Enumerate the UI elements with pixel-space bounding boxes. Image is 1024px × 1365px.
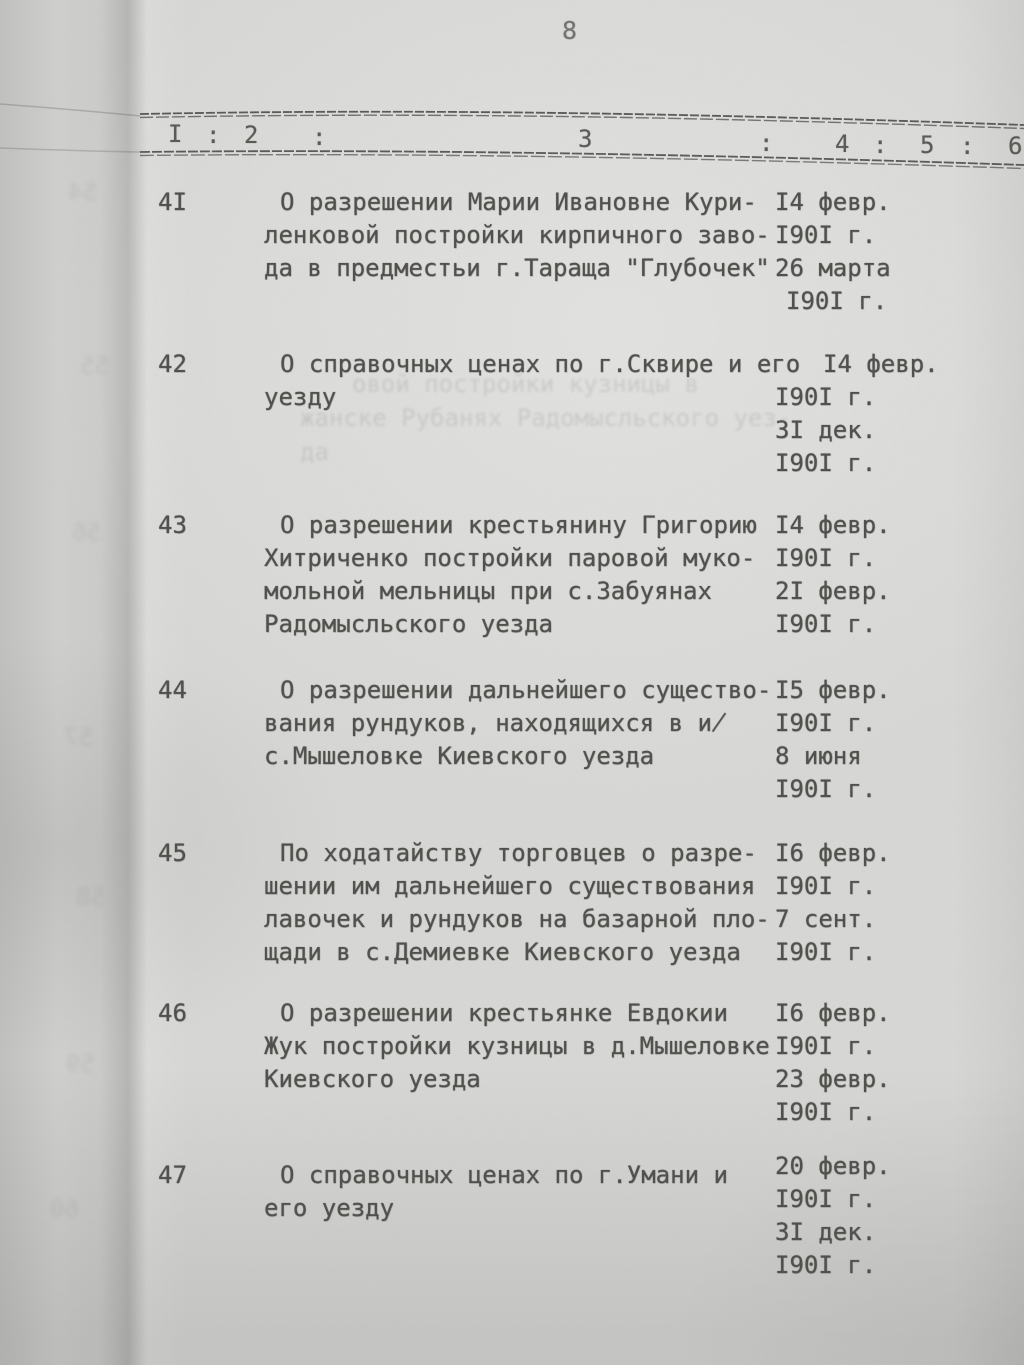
date-line: 20 февр. xyxy=(775,1152,891,1180)
margin-ghost-number: 58 xyxy=(76,883,105,911)
entry-number: 46 xyxy=(158,999,187,1027)
margin-ghost-number: 57 xyxy=(64,723,93,751)
description-line: лавочек и рундуков на базарной пло- xyxy=(264,905,770,933)
date-line: 3I дек. xyxy=(775,1218,877,1246)
margin-ghost-number: 59 xyxy=(66,1050,95,1078)
entry-description xyxy=(264,837,776,969)
description-line: О разрешении дальнейшего существо- xyxy=(280,676,772,704)
entry-number: 43 xyxy=(158,511,187,539)
entry-dates xyxy=(775,1150,1015,1282)
column-separator: : xyxy=(960,132,975,160)
description-line: По ходатайству торговцев о разре- xyxy=(280,839,757,867)
entry-description xyxy=(264,997,776,1096)
description-line: ленковой постройки кирпичного заво- xyxy=(264,221,770,249)
date-line: I90I г. xyxy=(775,449,877,477)
date-line: 23 февр. xyxy=(775,1065,891,1093)
date-line: I4 февр. xyxy=(775,188,891,216)
entry-number: 42 xyxy=(158,350,187,378)
description-line: О разрешении крестьянке Евдокии xyxy=(280,999,728,1027)
margin-ghost-number: 60 xyxy=(50,1195,79,1223)
column-header-cell: I xyxy=(168,120,183,148)
description-line: вания рундуков, находящихся в и̸ xyxy=(264,709,727,737)
description-line: О разрешении крестьянину Григорию xyxy=(280,511,757,539)
entry-description xyxy=(264,186,776,285)
column-header-cell: 4 xyxy=(835,130,850,158)
entry-number: 44 xyxy=(158,676,187,704)
margin-ghost-number: 55 xyxy=(80,352,109,380)
entry-dates xyxy=(775,509,1015,641)
description-line: да в предместьи г.Тараща "Глубочек" xyxy=(264,254,770,282)
entry-dates xyxy=(775,837,1015,969)
entry-dates xyxy=(775,348,1015,480)
description-line: О справочных ценах по г.Сквире и его xyxy=(280,350,801,378)
date-line: I90I г. xyxy=(775,221,877,249)
date-line: 3I дек. xyxy=(775,416,877,444)
description-line: щади в с.Демиевке Киевского уезда xyxy=(264,938,741,966)
date-line: I90I г. xyxy=(775,383,877,411)
entry-number: 4I xyxy=(158,188,187,216)
entry-description xyxy=(264,674,776,773)
date-line: 8 июня xyxy=(775,742,862,770)
entry-description xyxy=(264,348,801,414)
date-line: I90I г. xyxy=(775,775,877,803)
margin-ghost-number: 56 xyxy=(72,518,101,546)
column-separator: : xyxy=(206,121,221,149)
date-line: I90I г. xyxy=(775,872,877,900)
date-line: I6 февр. xyxy=(775,999,891,1027)
column-header-cell: 6 xyxy=(1008,132,1023,160)
description-line: О справочных ценах по г.Умани и xyxy=(280,1161,728,1189)
column-header-cell: 3 xyxy=(578,125,593,153)
date-line: 7 сент. xyxy=(775,905,877,933)
date-line: 2I февр. xyxy=(775,577,891,605)
column-header-cell: 2 xyxy=(244,121,259,149)
date-line: I4 февр. xyxy=(775,511,891,539)
description-line: его уезду xyxy=(264,1194,395,1222)
page-number: 8 xyxy=(562,16,578,45)
description-line: Хитриченко постройки паровой муко- xyxy=(264,544,756,572)
description-line: с.Мышеловке Киевского уезда xyxy=(264,742,655,770)
description-line: Киевского уезда xyxy=(264,1065,481,1093)
description-line: О разрешении Марии Ивановне Кури- xyxy=(280,188,757,216)
date-line: I90I г. xyxy=(775,544,877,572)
date-line: I4 февр. xyxy=(823,350,939,378)
description-line: уезду xyxy=(264,383,337,411)
margin-ghost-number: 54 xyxy=(68,178,97,206)
date-line: I90I г. xyxy=(786,287,888,315)
bleedthrough-text: да xyxy=(300,438,329,466)
date-line: I90I г. xyxy=(775,938,877,966)
bleedthrough-text: жанске Рубанях Радомысльского уез- xyxy=(300,404,792,432)
date-line: I90I г. xyxy=(775,1098,877,1126)
date-line: 26 марта xyxy=(775,254,891,282)
date-line: I90I г. xyxy=(775,709,877,737)
date-line: I90I г. xyxy=(775,610,877,638)
description-line: мольной мельницы при с.Забуянах xyxy=(264,577,712,605)
date-line: I5 февр. xyxy=(775,676,891,704)
entry-description xyxy=(264,509,776,641)
description-line: шении им дальнейшего существования xyxy=(264,872,756,900)
entry-dates xyxy=(775,674,1015,806)
column-separator: : xyxy=(759,129,774,157)
description-line: Радомысльского уезда xyxy=(264,610,553,638)
entry-number: 45 xyxy=(158,839,187,867)
description-line: Жук постройки кузницы в д.Мышеловке xyxy=(264,1032,770,1060)
entry-dates xyxy=(775,997,1015,1129)
date-line: I90I г. xyxy=(775,1185,877,1213)
column-separator: : xyxy=(873,131,888,159)
bleedthrough-text: овой постройки кузницы в xyxy=(352,370,699,398)
column-header-cell: 5 xyxy=(920,131,935,159)
entry-description xyxy=(264,1159,776,1225)
entry-number: 47 xyxy=(158,1161,187,1189)
column-separator: : xyxy=(312,123,327,151)
date-line: I90I г. xyxy=(775,1032,877,1060)
date-line: I90I г. xyxy=(775,1251,877,1279)
date-line: I6 февр. xyxy=(775,839,891,867)
entry-dates xyxy=(775,186,1015,318)
